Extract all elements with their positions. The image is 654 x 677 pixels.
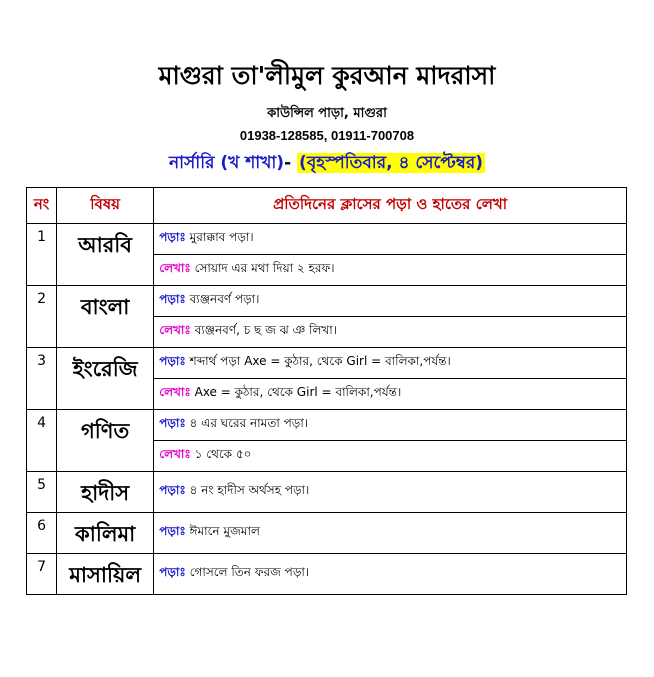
reading-label: পড়াঃ bbox=[159, 416, 186, 430]
row-number: 1 bbox=[27, 224, 57, 286]
table-row bbox=[27, 472, 627, 513]
table-row bbox=[27, 554, 627, 595]
phone-numbers: 01938-128585, 01911-700708 bbox=[239, 128, 415, 143]
column-header-subject: বিষয় bbox=[57, 188, 154, 224]
subject-name: বাংলা bbox=[57, 286, 154, 348]
row-number: 5 bbox=[27, 472, 57, 513]
writing-task bbox=[154, 317, 627, 348]
reading-text: ৪ নং হাদীস অর্থসহ পড়া। bbox=[189, 483, 310, 497]
subject-name: কালিমা bbox=[57, 513, 154, 554]
row-number: 6 bbox=[27, 513, 57, 554]
table-row bbox=[27, 224, 627, 255]
reading-task bbox=[154, 348, 627, 379]
subject-name: আরবি bbox=[57, 224, 154, 286]
writing-task bbox=[154, 255, 627, 286]
reading-label: পড়াঃ bbox=[159, 292, 186, 306]
reading-task bbox=[154, 224, 627, 255]
writing-label: লেখাঃ bbox=[159, 447, 191, 461]
schedule-table bbox=[26, 187, 627, 595]
subject-name: হাদীস bbox=[57, 472, 154, 513]
reading-text: মুরাক্কাব পড়া। bbox=[189, 230, 254, 244]
row-number: 4 bbox=[27, 410, 57, 472]
address-line: কাউন্সিল পাড়া, মাগুরা bbox=[267, 106, 387, 121]
reading-task bbox=[154, 472, 627, 513]
reading-task bbox=[154, 410, 627, 441]
class-date: (বৃহস্পতিবার, ৪ সেপ্টেম্বর) bbox=[299, 153, 483, 173]
table-row bbox=[27, 513, 627, 554]
reading-text: ঈমানে মুজমাল bbox=[189, 524, 260, 538]
class-date-line bbox=[0, 150, 654, 176]
table-row bbox=[27, 348, 627, 379]
writing-text: Axe = কুঠার, থেকে Girl = বালিকা,পর্যন্ত। bbox=[194, 385, 402, 399]
reading-text: গোসলে তিন ফরজ পড়া। bbox=[189, 565, 310, 579]
writing-label: লেখাঃ bbox=[159, 385, 191, 399]
class-name: নার্সারি (খ শাখা) bbox=[168, 153, 285, 173]
writing-label: লেখাঃ bbox=[159, 261, 191, 275]
reading-text: ব্যঞ্জনবর্ণ পড়া। bbox=[189, 292, 260, 306]
subject-name: মাসায়িল bbox=[57, 554, 154, 595]
writing-label: লেখাঃ bbox=[159, 323, 191, 337]
reading-label: পড়াঃ bbox=[159, 230, 186, 244]
page-title: মাগুরা তা'লীমুল কুরআন মাদরাসা bbox=[158, 61, 496, 90]
reading-text: ৪ এর ঘরের নামতা পড়া। bbox=[189, 416, 309, 430]
column-header-number: নং bbox=[27, 188, 57, 224]
reading-label: পড়াঃ bbox=[159, 483, 186, 497]
row-number: 3 bbox=[27, 348, 57, 410]
writing-text: ১ থেকে ৫০ bbox=[194, 447, 252, 461]
table-header-row bbox=[27, 188, 627, 224]
writing-task bbox=[154, 379, 627, 410]
row-number: 2 bbox=[27, 286, 57, 348]
reading-task bbox=[154, 286, 627, 317]
reading-label: পড়াঃ bbox=[159, 524, 186, 538]
class-separator: - bbox=[284, 153, 292, 173]
writing-text: সোয়াদ এর মথা দিয়া ২ হরফ। bbox=[194, 261, 335, 275]
reading-label: পড়াঃ bbox=[159, 354, 186, 368]
subject-name: গণিত bbox=[57, 410, 154, 472]
table-row bbox=[27, 410, 627, 441]
table-row bbox=[27, 286, 627, 317]
writing-task bbox=[154, 441, 627, 472]
row-number: 7 bbox=[27, 554, 57, 595]
reading-text: শব্দার্থ পড়া Axe = কুঠার, থেকে Girl = বালিকা,পর্যন্ত। bbox=[189, 354, 451, 368]
column-header-task: প্রতিদিনের ক্লাসের পড়া ও হাতের লেখা bbox=[154, 188, 627, 224]
reading-task bbox=[154, 513, 627, 554]
writing-text: ব্যঞ্জনবর্ণ, চ ছ জ ঝ ঞ লিখা। bbox=[194, 323, 338, 337]
reading-label: পড়াঃ bbox=[159, 565, 186, 579]
subject-name: ইংরেজি bbox=[57, 348, 154, 410]
reading-task bbox=[154, 554, 627, 595]
